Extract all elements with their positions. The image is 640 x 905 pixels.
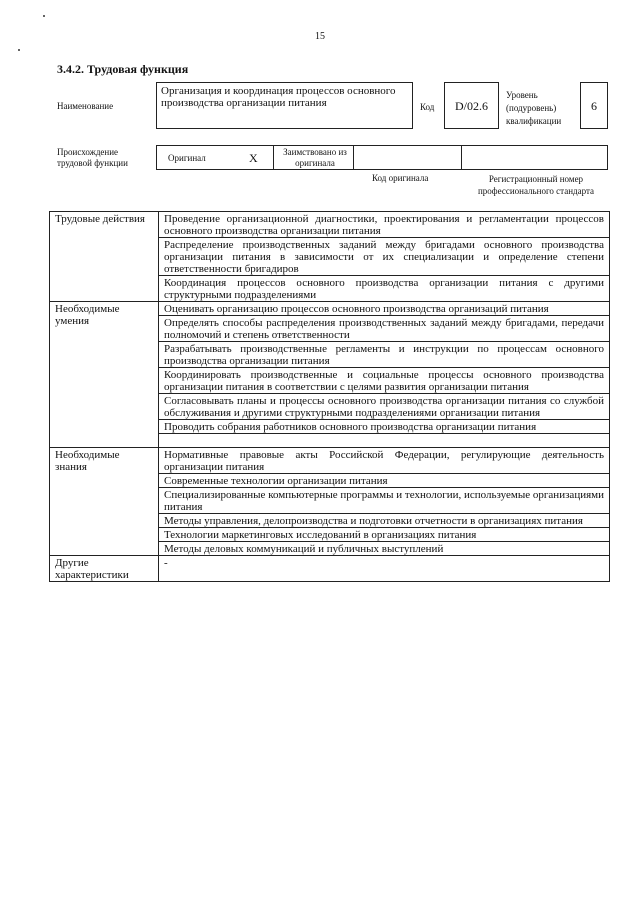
code-value-box bbox=[444, 82, 499, 129]
name-value-box bbox=[156, 82, 413, 129]
reg-caption: Регистрационный номер профессионального стандарта bbox=[477, 174, 595, 196]
table-row bbox=[50, 212, 610, 238]
skills-label: Необходимые умения bbox=[50, 302, 159, 448]
name-label: Наименование bbox=[57, 101, 114, 111]
table-row bbox=[50, 448, 610, 474]
skill-item: Согласовывать планы и процессы основного производства организации питания со службой обслуживания и другими структурными подразделениями организации питания bbox=[159, 394, 610, 420]
origin-table bbox=[156, 145, 608, 170]
knowledge-item: Методы управления, делопроизводства и подготовки отчетности в организациях питания bbox=[159, 514, 610, 528]
knowledge-item: Специализированные компьютерные программы и технологии, используемые организациями питания bbox=[159, 488, 610, 514]
skill-item: Координировать производственные и социальные процессы основного производства организации питания в соответствии с целями развития организации питания bbox=[159, 368, 610, 394]
table-row bbox=[50, 556, 610, 582]
name-value: Организация и координация процессов основного производства организации питания bbox=[161, 85, 396, 109]
knowledge-item: Современные технологии организации питания bbox=[159, 474, 610, 488]
labor-action-item: Распределение производственных заданий между бригадами основного производства организации питания в зависимости от их специализации и определение степени ответственности бригадиров bbox=[159, 238, 610, 276]
original-mark: X bbox=[249, 151, 258, 165]
function-table bbox=[49, 211, 610, 582]
code-value: D/02.6 bbox=[455, 99, 488, 113]
code-label: Код bbox=[420, 102, 435, 112]
knowledge-item: Нормативные правовые акты Российской Федерации, регулирующие деятельность организации питания bbox=[159, 448, 610, 474]
labor-action-item: Проведение организационной диагностики, проектирования и регламентации процессов основного производства организации питания bbox=[159, 212, 610, 238]
knowledge-label: Необходимые знания bbox=[50, 448, 159, 556]
labor-action-item: Координация процессов основного производства организации питания с другими структурными подразделениями bbox=[159, 276, 610, 302]
other-label: Другие характеристики bbox=[50, 556, 159, 582]
origin-divider-1 bbox=[273, 146, 274, 169]
labor-actions-label: Трудовые действия bbox=[50, 212, 159, 302]
scan-speck bbox=[18, 49, 20, 51]
level-value: 6 bbox=[591, 99, 597, 113]
knowledge-item: Методы деловых коммуникаций и публичных выступлений bbox=[159, 542, 610, 556]
knowledge-item: Технологии маркетинговых исследований в организациях питания bbox=[159, 528, 610, 542]
code-caption: Код оригинала bbox=[372, 173, 429, 183]
table-row bbox=[50, 302, 610, 316]
original-label: Оригинал bbox=[168, 153, 206, 163]
origin-divider-2 bbox=[353, 146, 354, 169]
empty-cell bbox=[159, 434, 610, 448]
borrowed-label: Заимствовано из оригинала bbox=[283, 147, 347, 168]
skill-item: Проводить собрания работников основного производства организации питания bbox=[159, 420, 610, 434]
skill-item: Оценивать организацию процессов основного производства организаций питания bbox=[159, 302, 610, 316]
other-value: - bbox=[159, 556, 610, 582]
level-value-box bbox=[580, 82, 608, 129]
level-label: Уровень (подуровень) квалификации bbox=[506, 90, 562, 126]
page-number: 15 bbox=[315, 31, 325, 42]
scan-speck bbox=[43, 15, 45, 17]
section-title: 3.4.2. Трудовая функция bbox=[57, 62, 189, 76]
skill-item: Разрабатывать производственные регламенты и инструкции по процессам основного производства организации питания bbox=[159, 342, 610, 368]
origin-divider-3 bbox=[461, 146, 462, 169]
origin-label: Происхождение трудовой функции bbox=[57, 147, 128, 168]
skill-item: Определять способы распределения производственных заданий между бригадами, передачи полномочий и степень ответственности bbox=[159, 316, 610, 342]
